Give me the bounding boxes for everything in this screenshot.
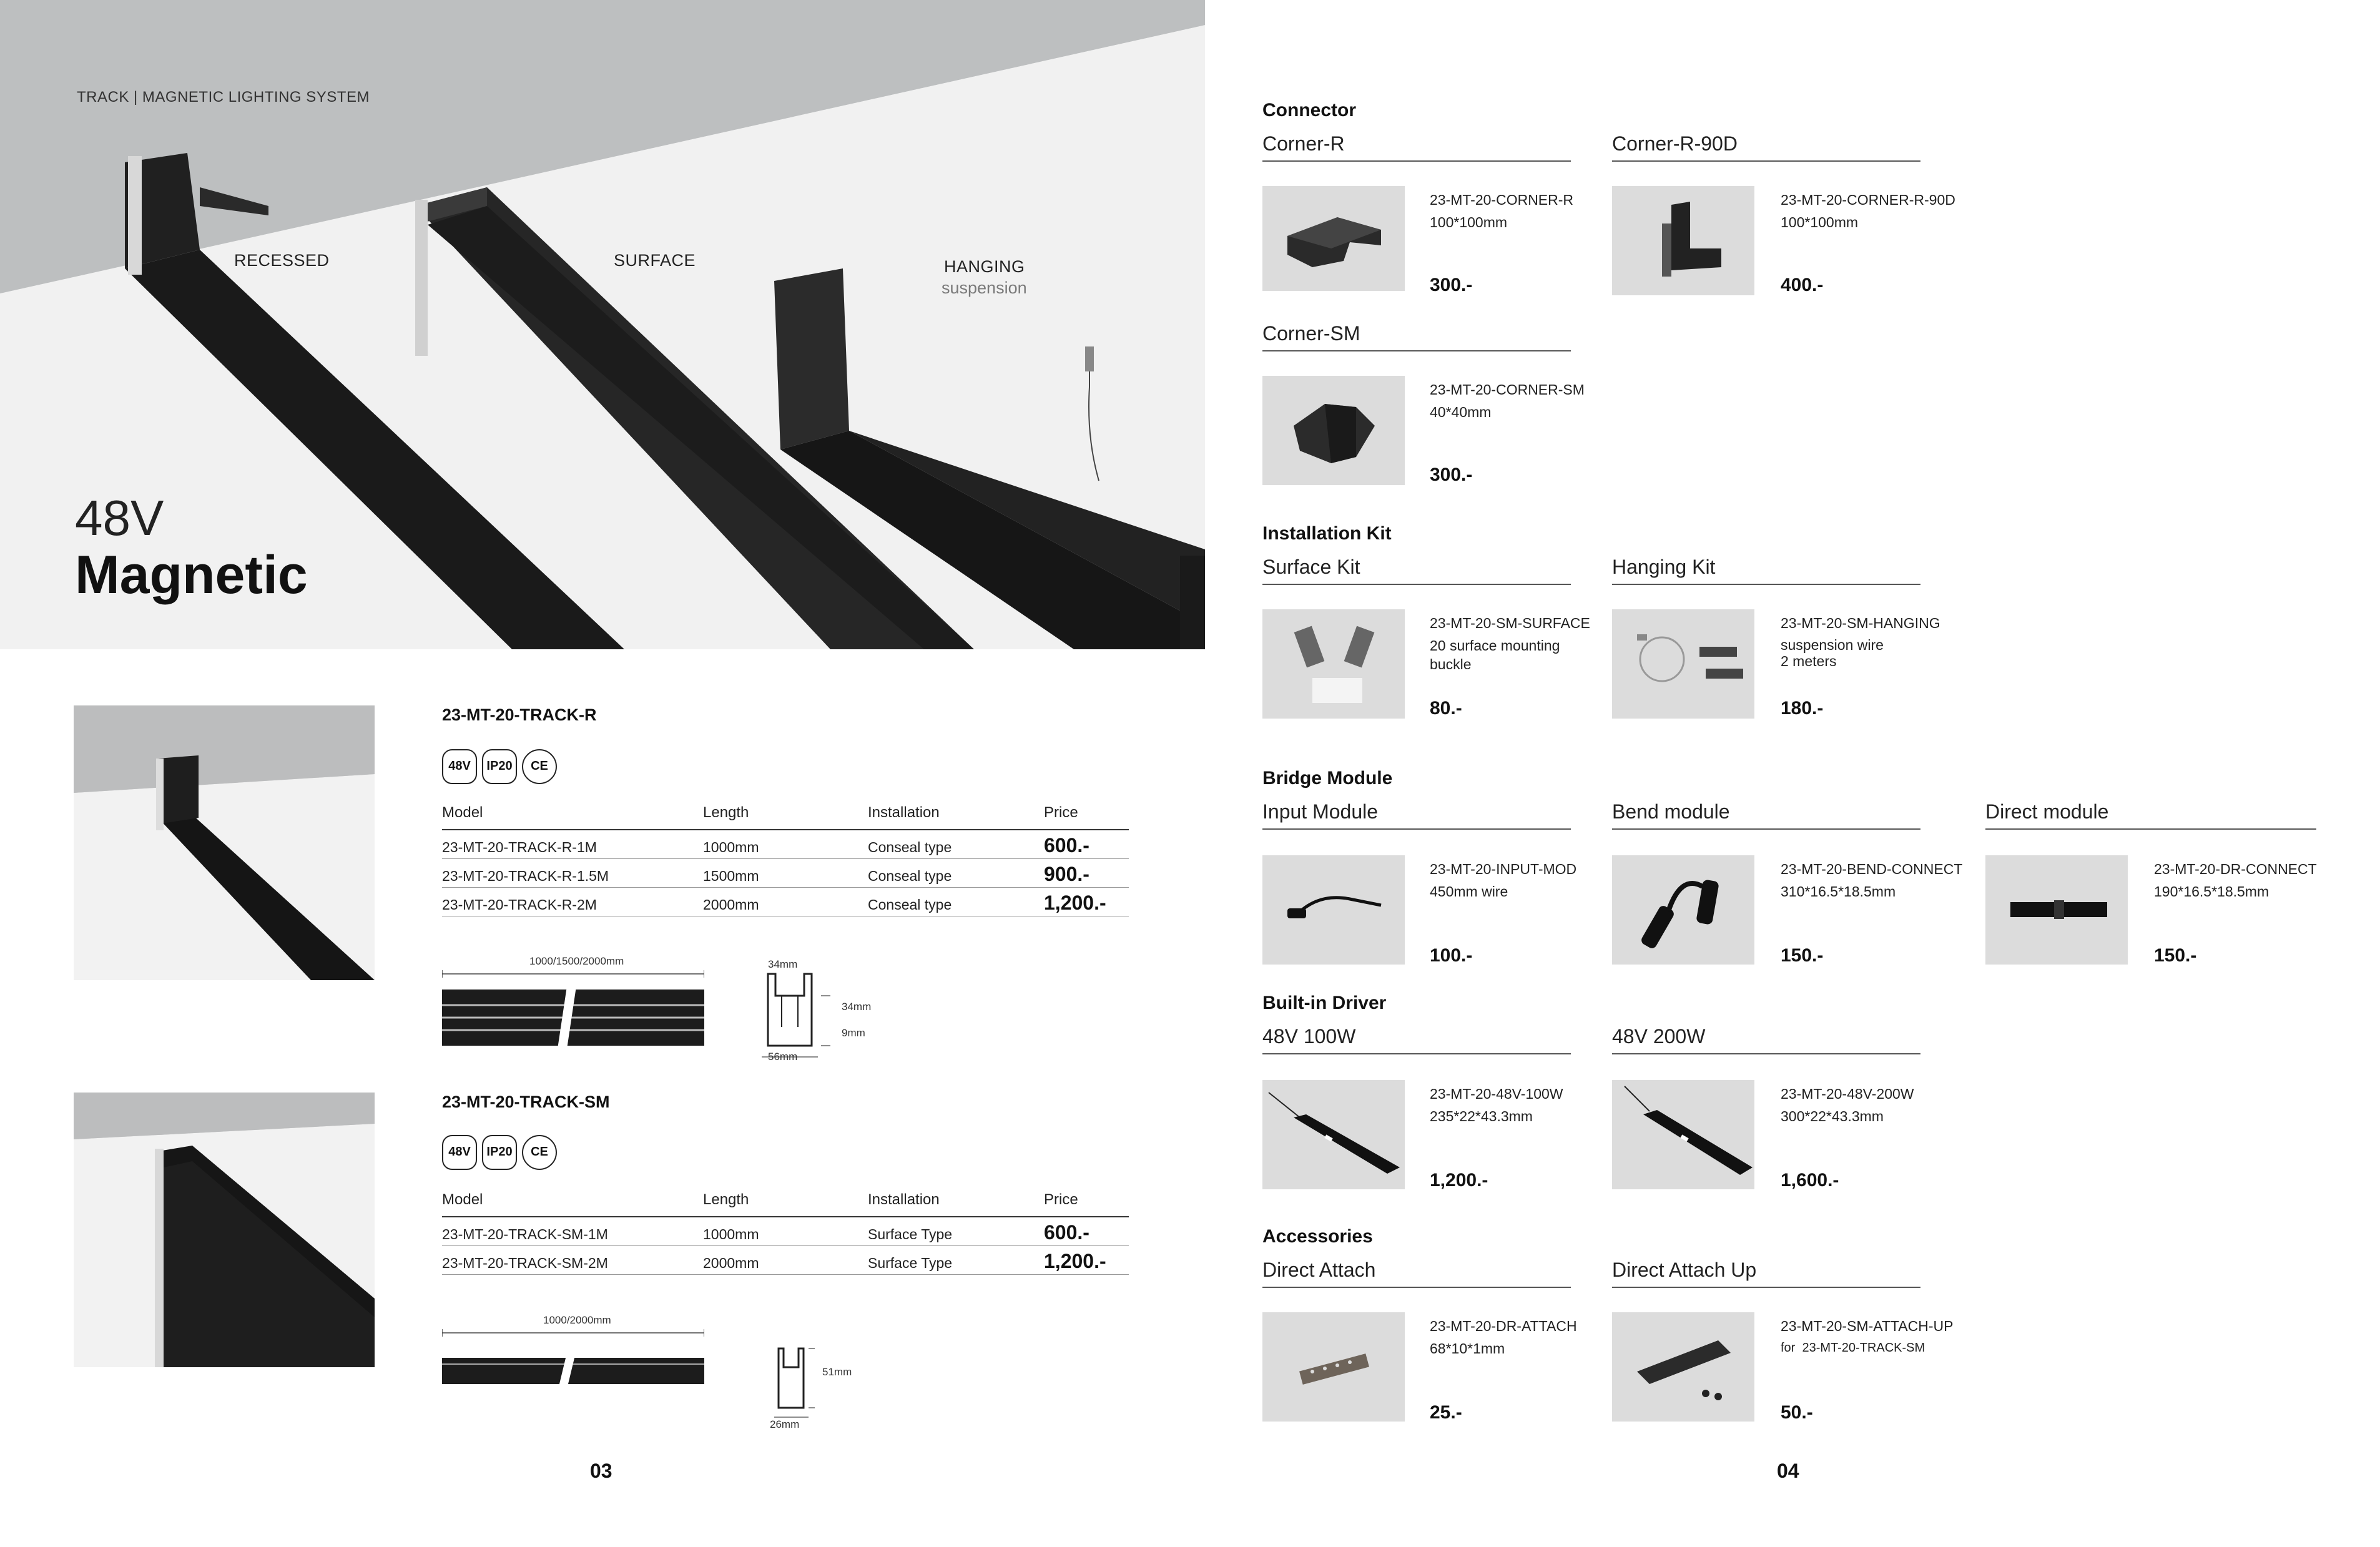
col-installation: Installation [868,1191,1044,1217]
cell-model: 23-MT-20-TRACK-R-1.5M [442,859,703,888]
section-connector: Connector [1262,100,1356,120]
driver-100w-photo [1262,1080,1405,1189]
label-surface: SURFACE [614,251,696,270]
track-sm-spec-table [442,1191,1129,1275]
page-number-left: 03 [590,1460,612,1482]
direct-attach-up-price: 50.- [1781,1402,1813,1423]
table-row [442,1217,1129,1246]
dim-width: 26mm [770,1418,800,1430]
driver-200w-code: 23-MT-20-48V-200W [1781,1086,1914,1102]
label-recessed: RECESSED [234,251,330,270]
track-sm-badges [442,1135,562,1170]
track-sm-profile-drawing [765,1342,871,1430]
badge-48v: 48V [442,1135,477,1170]
cell-installation: Conseal type [868,830,1044,859]
breadcrumb: TRACK | MAGNETIC LIGHTING SYSTEM [77,89,370,106]
corner-r90-price: 400.- [1781,275,1824,295]
col-length: Length [703,804,868,830]
driver-200w-photo [1612,1080,1754,1189]
input-module-photo [1262,855,1405,965]
corner-r90-photo [1612,186,1754,295]
direct-module-desc: 190*16.5*18.5mm [2154,883,2269,900]
hero-title-voltage: 48V [75,490,164,546]
surface-kit-price: 80.- [1430,698,1462,719]
direct-attach-up-code: 23-MT-20-SM-ATTACH-UP [1781,1318,1954,1334]
input-module-price: 100.- [1430,945,1473,966]
dim-top: 34mm [768,958,798,970]
subsection-driver-200w: 48V 200W [1612,1025,1920,1054]
surface-kit-desc: 20 surface mounting buckle [1430,637,1560,672]
cell-length: 2000mm [703,1246,868,1275]
corner-sm-desc: 40*40mm [1430,404,1492,420]
col-price: Price [1044,804,1129,830]
page-number-right: 04 [1777,1460,1799,1482]
corner-sm-price: 300.- [1430,464,1473,485]
dim-length: 1000/1500/2000mm [529,955,624,967]
cell-length: 2000mm [703,888,868,916]
track-r-profile-drawing [749,958,874,1064]
subsection-corner-r: Corner-R [1262,132,1571,162]
direct-module-code: 23-MT-20-DR-CONNECT [2154,861,2317,877]
hanging-kit-photo [1612,609,1754,719]
corner-r-photo [1262,186,1405,291]
table-row [442,888,1129,916]
track-sm-title: 23-MT-20-TRACK-SM [442,1093,610,1111]
bend-module-photo [1612,855,1754,965]
direct-attach-price: 25.- [1430,1402,1462,1423]
dim-width: 56mm [768,1051,798,1063]
section-bridge-module: Bridge Module [1262,768,1393,788]
driver-200w-price: 1,600.- [1781,1170,1839,1191]
section-installation-kit: Installation Kit [1262,523,1392,544]
cell-length: 1000mm [703,1217,868,1246]
direct-attach-desc: 68*10*1mm [1430,1340,1505,1357]
track-r-badges [442,749,562,784]
track-r-photo [74,705,375,980]
track-r-title: 23-MT-20-TRACK-R [442,705,597,724]
subsection-hanging-kit: Hanging Kit [1612,556,1920,585]
corner-sm-code: 23-MT-20-CORNER-SM [1430,381,1585,398]
track-sm-length-drawing [442,1314,704,1389]
bend-module-desc: 310*16.5*18.5mm [1781,883,1896,900]
subsection-direct-module: Direct module [1985,800,2316,830]
cell-installation: Surface Type [868,1217,1044,1246]
col-model: Model [442,804,703,830]
cell-installation: Conseal type [868,859,1044,888]
cell-price: 900.- [1044,859,1129,888]
badge-48v: 48V [442,749,477,784]
track-r-spec-table [442,804,1129,916]
table-row [442,1246,1129,1275]
subsection-driver-100w: 48V 100W [1262,1025,1571,1054]
corner-r-price: 300.- [1430,275,1473,295]
hero-photo [0,0,1205,649]
corner-r90-desc: 100*100mm [1781,214,1859,230]
badge-ce: CE [522,1135,557,1170]
section-accessories: Accessories [1262,1226,1373,1247]
subsection-direct-attach-up: Direct Attach Up [1612,1259,1920,1288]
bend-module-price: 150.- [1781,945,1824,966]
table-row [442,830,1129,859]
cell-model: 23-MT-20-TRACK-R-2M [442,888,703,916]
badge-ip20: IP20 [482,749,517,784]
corner-r-desc: 100*100mm [1430,214,1508,230]
col-price: Price [1044,1191,1129,1217]
cell-installation: Conseal type [868,888,1044,916]
input-module-code: 23-MT-20-INPUT-MOD [1430,861,1577,877]
driver-100w-code: 23-MT-20-48V-100W [1430,1086,1563,1102]
direct-attach-up-photo [1612,1312,1754,1422]
cell-model: 23-MT-20-TRACK-R-1M [442,830,703,859]
table-row [442,859,1129,888]
dim-length: 1000/2000mm [543,1314,611,1326]
corner-r-code: 23-MT-20-CORNER-R [1430,192,1574,208]
subsection-surface-kit: Surface Kit [1262,556,1571,585]
cell-model: 23-MT-20-TRACK-SM-1M [442,1217,703,1246]
dim-height: 34mm [842,1001,872,1013]
cell-price: 1,200.- [1044,888,1129,916]
table-header [442,804,1129,830]
cell-price: 600.- [1044,830,1129,859]
subsection-corner-r90: Corner-R-90D [1612,132,1920,162]
cell-price: 600.- [1044,1217,1129,1246]
subsection-input-module: Input Module [1262,800,1571,830]
driver-100w-desc: 235*22*43.3mm [1430,1108,1533,1124]
label-hanging: HANGING [944,257,1025,276]
corner-sm-photo [1262,376,1405,485]
cell-price: 1,200.- [1044,1246,1129,1275]
cell-length: 1000mm [703,830,868,859]
track-r-length-drawing [442,955,704,1055]
input-module-desc: 450mm wire [1430,883,1508,900]
dim-height: 51mm [822,1366,852,1378]
subsection-direct-attach: Direct Attach [1262,1259,1571,1288]
direct-attach-code: 23-MT-20-DR-ATTACH [1430,1318,1577,1334]
bend-module-code: 23-MT-20-BEND-CONNECT [1781,861,1963,877]
badge-ce: CE [522,749,557,784]
subsection-corner-sm: Corner-SM [1262,322,1571,351]
direct-module-photo [1985,855,2128,965]
hanging-kit-price: 180.- [1781,698,1824,719]
dim-lip: 9mm [842,1027,865,1039]
cell-installation: Surface Type [868,1246,1044,1275]
driver-100w-price: 1,200.- [1430,1170,1488,1191]
cell-model: 23-MT-20-TRACK-SM-2M [442,1246,703,1275]
hero-title: Magnetic [75,545,308,605]
direct-attach-up-desc: for 23-MT-20-TRACK-SM [1781,1341,1925,1355]
badge-ip20: IP20 [482,1135,517,1170]
surface-kit-photo [1262,609,1405,719]
hanging-kit-code: 23-MT-20-SM-HANGING [1781,615,1940,631]
track-sm-photo [74,1093,375,1367]
col-length: Length [703,1191,868,1217]
direct-module-price: 150.- [2154,945,2197,966]
table-header [442,1191,1129,1217]
subsection-bend-module: Bend module [1612,800,1920,830]
label-hanging-sub: suspension [942,278,1027,297]
corner-r90-code: 23-MT-20-CORNER-R-90D [1781,192,1955,208]
driver-200w-desc: 300*22*43.3mm [1781,1108,1884,1124]
col-model: Model [442,1191,703,1217]
cell-length: 1500mm [703,859,868,888]
surface-kit-code: 23-MT-20-SM-SURFACE [1430,615,1590,631]
direct-attach-photo [1262,1312,1405,1422]
col-installation: Installation [868,804,1044,830]
hanging-kit-desc: suspension wire 2 meters [1781,637,1884,670]
section-builtin-driver: Built-in Driver [1262,993,1387,1013]
